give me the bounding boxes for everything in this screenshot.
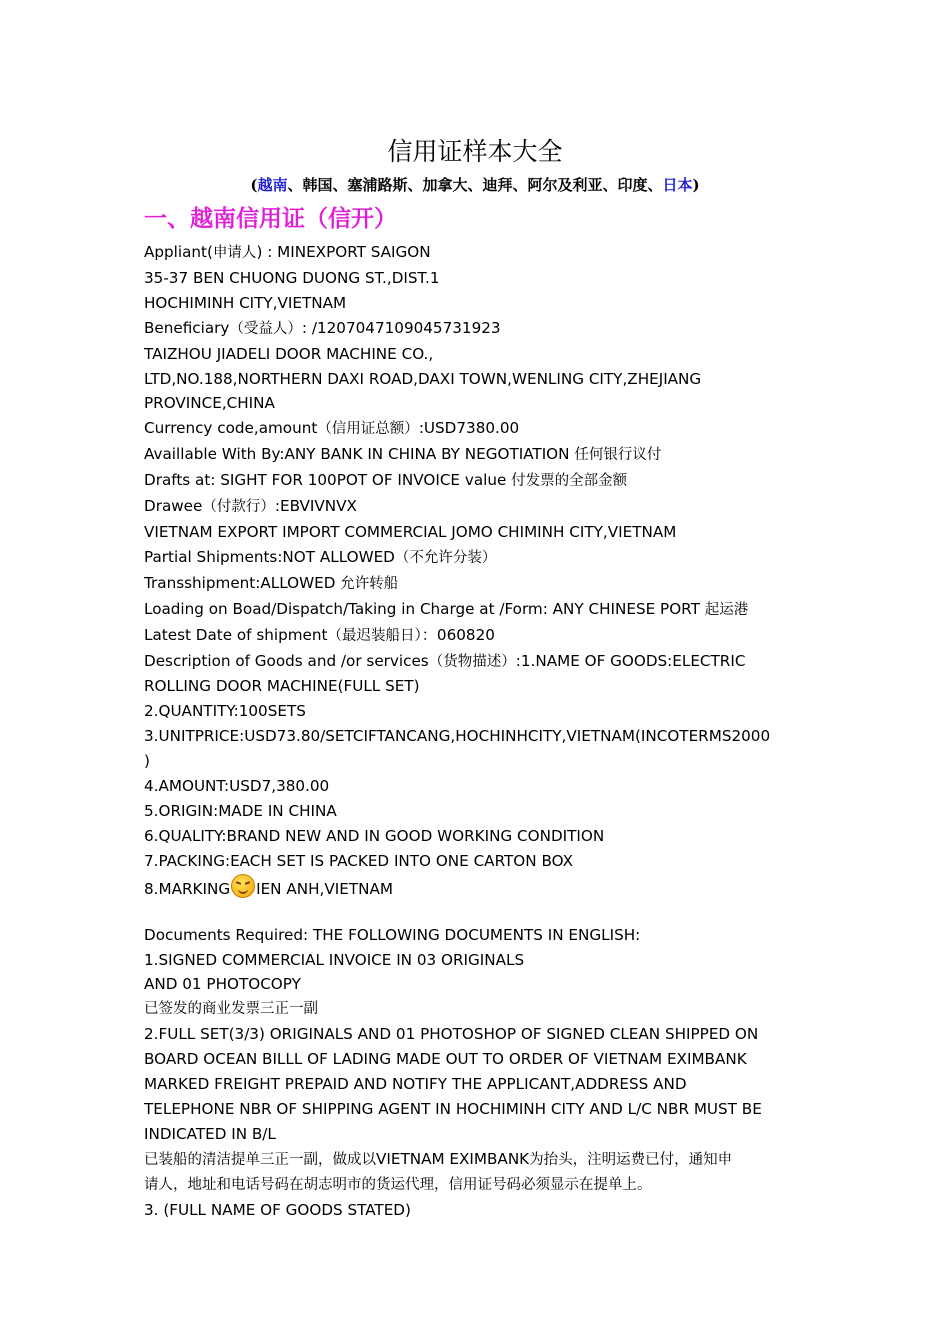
loading-port-line <box>144 597 814 623</box>
drawee-line <box>144 494 814 520</box>
smiley-emoji-icon <box>231 874 255 898</box>
invoice-line: 1.SIGNED COMMERCIAL INVOICE IN 03 ORIGINALS <box>144 950 525 969</box>
text: :USD7380.00 <box>418 419 520 438</box>
drafts-line <box>144 468 814 494</box>
bill-of-lading-line-4: TELEPHONE NBR OF SHIPPING AGENT IN HOCHIMINH CITY AND L/C NBR MUST BE <box>144 1100 762 1118</box>
text: Currency code,amount <box>144 419 318 438</box>
beneficiary-name-line: TAIZHOU JIADELI DOOR MACHINE CO., <box>144 344 434 363</box>
bill-of-lading-line-5: INDICATED IN B/L <box>144 1124 276 1143</box>
text: （受益人） <box>229 320 302 337</box>
subtitle-middle: 、韩国、塞浦路斯、加拿大、迪拜、阿尔及利亚、印度、 <box>287 176 663 194</box>
text: Drafts at: SIGHT FOR 100POT OF INVOICE value <box>144 471 512 490</box>
amount-line: 4.AMOUNT:USD7,380.00 <box>144 777 330 796</box>
text: : /1207047109045731923 <box>301 318 501 337</box>
subtitle-vietnam: 越南 <box>257 176 288 194</box>
text: （付款行） <box>202 499 275 516</box>
document-subtitle <box>0 172 950 198</box>
quantity-line: 2.QUANTITY:100SETS <box>144 702 306 721</box>
text: Drawee <box>144 497 203 516</box>
text: :1.NAME OF GOODS:ELECTRIC <box>515 651 746 670</box>
document-body <box>144 240 814 1223</box>
beneficiary-line <box>144 316 814 342</box>
text: 为抬头，注明运费已付，通知申 <box>529 1151 733 1168</box>
text: （信用证总额） <box>317 421 419 438</box>
applicant-address-line: 35-37 BEN CHUONG DUONG ST.,DIST.1 <box>144 268 440 287</box>
text: Transshipment:ALLOWED <box>144 573 341 592</box>
text: Loading on Boad/Dispatch/Taking in Charge at /Form: ANY CHINESE PORT <box>144 599 705 618</box>
text: （不允许分装） <box>394 549 497 566</box>
marking-line <box>144 874 814 904</box>
text: Appliant( <box>144 243 213 261</box>
text: 任何银行议付 <box>574 447 662 464</box>
text: IEN ANH,VIETNAM <box>256 879 393 898</box>
packing-line: 7.PACKING:EACH SET IS PACKED INTO ONE CARTON BOX <box>144 851 573 870</box>
unit-price-close-line: ) <box>144 752 150 771</box>
origin-line: 5.ORIGIN:MADE IN CHINA <box>144 801 337 820</box>
text: ) : MINEXPORT SAIGON <box>256 243 431 261</box>
document-title: 信用证样本大全 <box>387 137 563 166</box>
text: Availlable With By:ANY BANK IN CHINA BY NEGOTIATION <box>144 445 575 464</box>
text: 付发票的全部金额 <box>511 473 628 490</box>
text: 申请人 <box>212 245 257 261</box>
text: （最迟装船日） <box>327 627 422 644</box>
partial-shipments-line <box>144 545 814 571</box>
available-with-line <box>144 442 814 468</box>
quality-line: 6.QUALITY:BRAND NEW AND IN GOOD WORKING CONDITION <box>144 826 605 845</box>
latest-shipment-line <box>144 623 814 649</box>
goods-name-line: ROLLING DOOR MACHINE(FULL SET) <box>144 677 420 696</box>
currency-amount-line <box>144 416 814 442</box>
bill-of-lading-cn-line-2: 请人，地址和电话号码在胡志明市的货运代理，信用证号码必须显示在提单上。 <box>144 1176 652 1193</box>
transshipment-line <box>144 571 814 597</box>
section-heading: 一、越南信用证（信开） <box>144 205 397 232</box>
bill-of-lading-line-3: MARKED FREIGHT PREPAID AND NOTIFY THE APPLICANT,ADDRESS AND <box>144 1075 687 1094</box>
text: Description of Goods and /or services <box>144 651 429 670</box>
beneficiary-address-line: LTD,NO.188,NORTHERN DAXI ROAD,DAXI TOWN,WENLING CITY,ZHEJIANG <box>144 369 702 388</box>
subtitle-open: ( <box>250 176 258 194</box>
invoice-cn-line: 已签发的商业发票三正一副 <box>144 1001 318 1018</box>
bill-of-lading-line-2: BOARD OCEAN BILLL OF LADING MADE OUT TO ORDER OF VIETNAM EXIMBANK <box>144 1050 747 1069</box>
text: VIETNAM EXIMBANK <box>376 1149 530 1168</box>
goods-name-stated-line: 3. (FULL NAME OF GOODS STATED) <box>144 1200 411 1219</box>
documents-required-line: Documents Required: THE FOLLOWING DOCUMENTS IN ENGLISH: <box>144 925 641 944</box>
text: Latest Date of shipment <box>144 625 328 644</box>
bill-of-lading-cn-line-1 <box>144 1147 814 1173</box>
text: Partial Shipments:NOT ALLOWED <box>144 547 395 566</box>
text: 8.MARKING <box>144 879 231 898</box>
text: 允许转船 <box>340 575 399 592</box>
applicant-line <box>144 240 814 266</box>
text: 起运港 <box>704 601 749 618</box>
drawee-bank-line: VIETNAM EXPORT IMPORT COMMERCIAL JOMO CHIMINH CITY,VIETNAM <box>144 522 677 541</box>
unit-price-line: 3.UNITPRICE:USD73.80/SETCIFTANCANG,HOCHINHCITY,VIETNAM(INCOTERMS2000 <box>144 727 771 746</box>
subtitle-close: ) <box>692 176 700 194</box>
description-line <box>144 649 814 675</box>
bill-of-lading-line-1: 2.FULL SET(3/3) ORIGINALS AND 01 PHOTOSHOP OF SIGNED CLEAN SHIPPED ON <box>144 1025 759 1044</box>
applicant-city-line: HOCHIMINH CITY,VIETNAM <box>144 293 347 312</box>
text: ：060820 <box>421 625 495 644</box>
paragraph-gap <box>144 904 814 923</box>
subtitle-japan: 日本 <box>662 176 693 194</box>
beneficiary-province-line: PROVINCE,CHINA <box>144 394 275 413</box>
text: :EBVIVNVX <box>274 497 357 516</box>
photocopy-line: AND 01 PHOTOCOPY <box>144 975 301 994</box>
text: Beneficiary <box>144 318 230 337</box>
text: 已装船的清洁提单三正一副，做成以 <box>144 1151 376 1168</box>
text: （货物描述） <box>428 653 516 670</box>
